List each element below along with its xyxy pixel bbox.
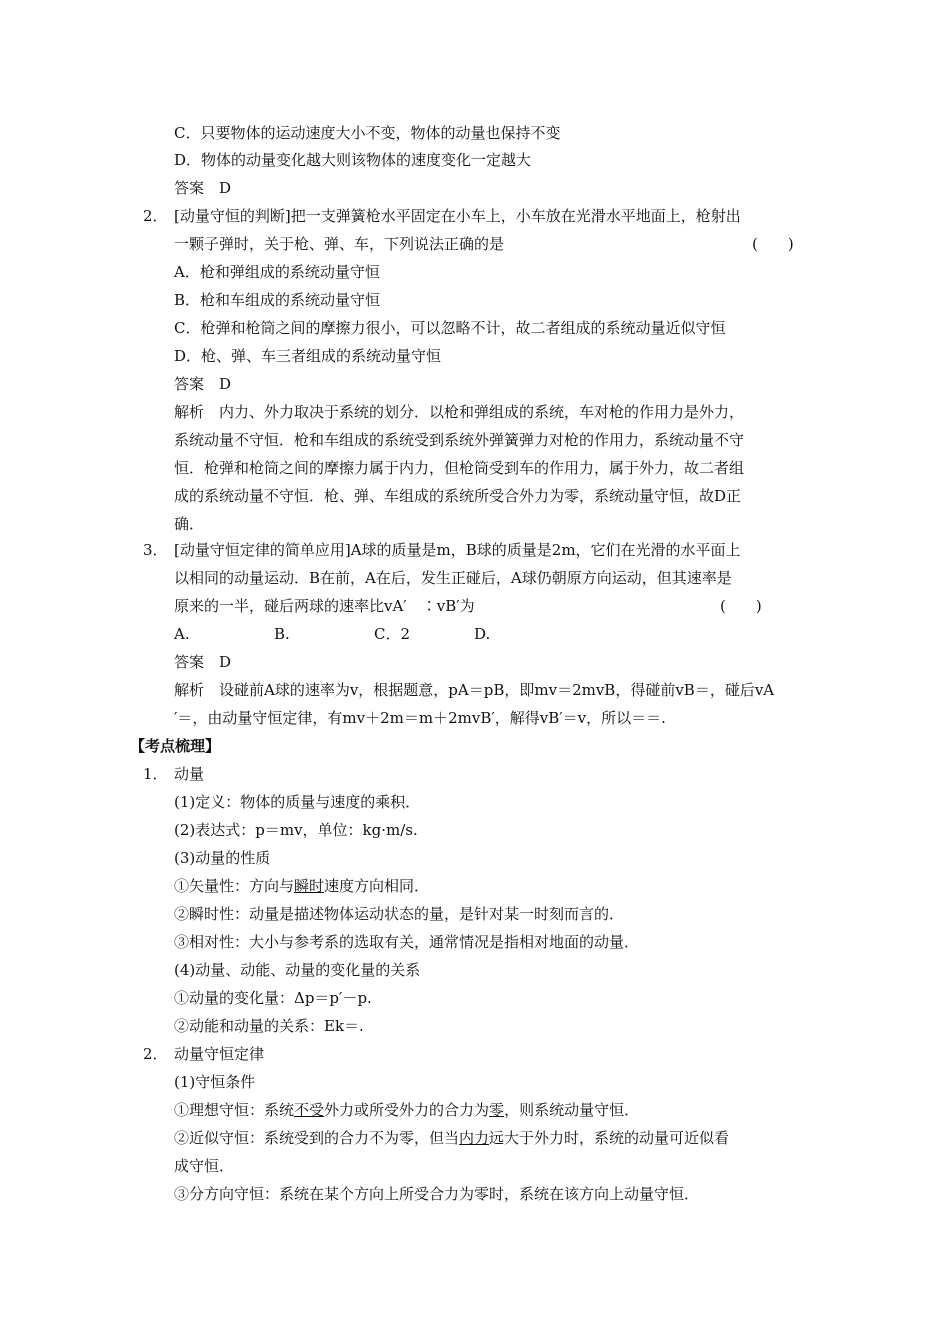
s1-momentum-change: ①动量的变化量：Δp＝p′－p. xyxy=(174,989,372,1007)
q3-analysis-line2: ′＝，由动量守恒定律，有mv＋2m＝m＋2mvB′，解得vB′＝v，所以＝＝. xyxy=(174,709,666,727)
s2-approx-cont: 成守恒． xyxy=(174,1157,235,1175)
s2-number: 2． xyxy=(143,1045,168,1063)
q2-analysis-line1: 解析 内力、外力取决于系统的划分．以枪和弹组成的系统，车对枪的作用力是外力， xyxy=(174,403,745,421)
s1-number: 1． xyxy=(143,765,168,783)
s2-approx-a: ②近似守恒：系统受到的合力不为零，但当 xyxy=(174,1129,460,1147)
section-heading: 【考点梳理】 xyxy=(130,737,221,755)
s2-approx-blank: 内力 xyxy=(459,1129,490,1147)
q2-analysis-line2: 系统动量不守恒．枪和车组成的系统受到系统外弹簧弹力对枪的作用力，系统动量不守 xyxy=(174,431,745,449)
s1-vector-b: 速度方向相同． xyxy=(324,877,430,895)
q3-answer-blank: ( ) xyxy=(720,597,762,615)
s1-definition: (1)定义：物体的质量与速度的乘积． xyxy=(174,793,421,811)
q3-answer: 答案 D xyxy=(174,653,232,671)
s2-directional: ③分方向守恒：系统在某个方向上所受合力为零时，系统在该方向上动量守恒． xyxy=(174,1185,700,1203)
s2-ideal-c: ，则系统动量守恒． xyxy=(504,1101,640,1119)
q1-answer: 答案 D xyxy=(174,179,232,197)
s1-expression: (2)表达式：p＝mv，单位：kg·m/s. xyxy=(174,821,418,839)
s2-conditions: (1)守恒条件 xyxy=(174,1073,256,1091)
s1-kinetic-energy: ②动能和动量的关系：Ek＝. xyxy=(174,1017,364,1035)
s1-instantaneity: ②瞬时性：动量是描述物体运动状态的量，是针对某一时刻而言的． xyxy=(174,905,625,923)
q3-stem-line2: 以相同的动量运动．B在前，A在后，发生正碰后，A球仍朝原方向运动，但其速率是 xyxy=(174,569,732,587)
s2-ideal-a: ①理想守恒：系统 xyxy=(174,1101,295,1119)
s2-ideal-blank2: 零 xyxy=(489,1101,505,1119)
q2-stem-line1: [动量守恒的判断]把一支弹簧枪水平固定在小车上，小车放在光滑水平地面上，枪射出 xyxy=(174,207,741,225)
q2-option-b: B．枪和车组成的系统动量守恒 xyxy=(174,291,381,309)
s1-relativity: ③相对性：大小与参考系的选取有关，通常情况是指相对地面的动量． xyxy=(174,933,640,951)
q2-analysis-line3: 恒．枪弹和枪筒之间的摩擦力属于内力，但枪筒受到车的作用力，属于外力，故二者组 xyxy=(174,459,745,477)
q2-option-a: A．枪和弹组成的系统动量守恒 xyxy=(174,263,380,281)
s2-approx-b: 远大于外力时，系统的动量可近似看 xyxy=(489,1129,730,1147)
q1-option-c: C．只要物体的运动速度大小不变，物体的动量也保持不变 xyxy=(174,124,561,142)
q3-stem-line1: [动量守恒定律的简单应用]A球的质量是m，B球的质量是2m，它们在光滑的水平面上 xyxy=(174,541,741,559)
s1-vector-blank: 瞬时 xyxy=(294,877,325,895)
q3-option-c: C．2 xyxy=(374,625,411,643)
q2-option-d: D．枪、弹、车三者组成的系统动量守恒 xyxy=(174,347,442,365)
q2-analysis-line5: 确． xyxy=(174,515,205,533)
q2-answer-blank: ( ) xyxy=(752,235,794,253)
q3-analysis-line1: 解析 设碰前A球的速率为v，根据题意，pA＝pB，即mv＝2mvB，得碰前vB＝，碰后vA xyxy=(174,681,775,699)
q1-option-d: D．物体的动量变化越大则该物体的速度变化一定越大 xyxy=(174,151,532,169)
s2-title: 动量守恒定律 xyxy=(174,1045,265,1063)
q2-stem-line2: 一颗子弹时，关于枪、弹、车，下列说法正确的是 xyxy=(174,235,505,253)
q2-analysis-line4: 成的系统动量不守恒．枪、弹、车组成的系统所受合外力为零，系统动量守恒，故D正 xyxy=(174,487,742,505)
q3-option-b: B. xyxy=(274,625,290,643)
s1-vector-a: ①矢量性：方向与 xyxy=(174,877,295,895)
s1-title: 动量 xyxy=(174,765,205,783)
s2-ideal-b: 外力或所受外力的合力为 xyxy=(324,1101,490,1119)
s2-approx xyxy=(174,1128,729,1148)
s1-vector-property xyxy=(174,876,429,896)
q3-option-d: D. xyxy=(474,625,491,643)
q2-answer: 答案 D xyxy=(174,375,232,393)
s1-properties: (3)动量的性质 xyxy=(174,849,271,867)
q3-stem-line3: 原来的一半，碰后两球的速率比vA′ ∶vB′为 xyxy=(174,597,475,615)
s2-ideal-blank1: 不受 xyxy=(294,1101,325,1119)
q2-option-c: C．枪弹和枪筒之间的摩擦力很小，可以忽略不计，故二者组成的系统动量近似守恒 xyxy=(174,319,726,337)
q3-number: 3． xyxy=(143,541,168,559)
q3-option-a: A. xyxy=(174,625,190,643)
s2-ideal xyxy=(174,1100,639,1120)
q2-number: 2． xyxy=(143,207,168,225)
s1-relation-title: (4)动量、动能、动量的变化量的关系 xyxy=(174,961,421,979)
